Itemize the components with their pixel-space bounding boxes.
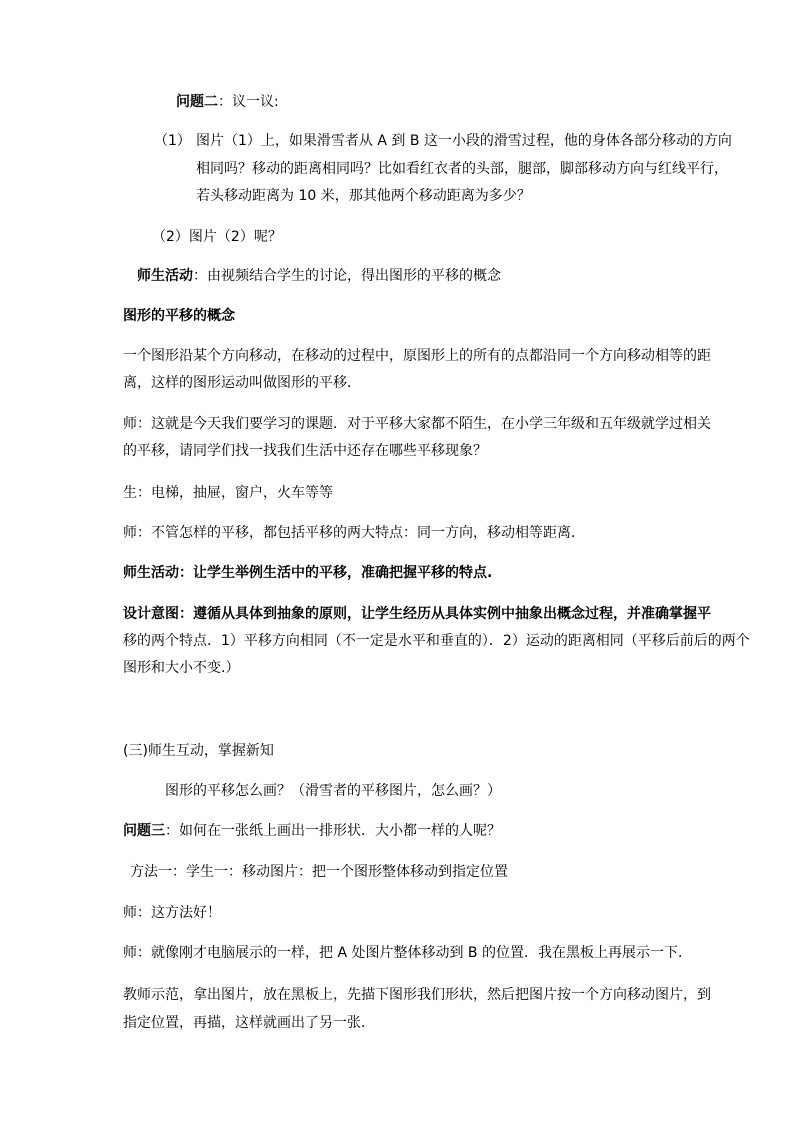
activity-one-label: 师生活动 bbox=[137, 268, 193, 284]
teacher-line-2: 师：不管怎样的平移，都包括平移的两大特点：同一方向，移动相等距离． bbox=[123, 525, 585, 541]
item-two: （2）图片（2）呢？ bbox=[152, 229, 282, 245]
item-one-number: （1） bbox=[154, 133, 191, 149]
teacher-line-3: 师：这方法好！ bbox=[123, 905, 221, 921]
design-label: 设计意图 bbox=[123, 606, 179, 622]
design-line-2: 移的两个特点．1）平移方向相同（不一定是水平和垂直的）．2）运动的距离相同（平移后前后的两个 bbox=[123, 633, 750, 649]
activity-two bbox=[123, 563, 492, 583]
section-three-question: 图形的平移怎么画？（滑雪者的平移图片，怎么画？） bbox=[165, 783, 501, 799]
teacher-line-1b: 的平移，请同学们找一找我们生活中还存在哪些平移现象？ bbox=[123, 443, 487, 459]
question-two-label: 问题二 bbox=[176, 94, 218, 110]
section-three-heading: (三)师生互动，掌握新知 bbox=[123, 743, 274, 759]
item-one-line-2: 相同吗？移动的距离相同吗？比如看红衣者的头部，腿部，脚部移动方向与红线平行， bbox=[196, 161, 728, 177]
question-three-label: 问题三 bbox=[123, 823, 165, 839]
teacher-line-4: 师：就像刚才电脑展示的一样，把 A 处图片整体移动到 B 的位置．我在黑板上再展示一下． bbox=[123, 945, 692, 961]
teacher-line-1a: 师：这就是今天我们要学习的课题．对于平移大家都不陌生，在小学三年级和五年级就学过相关 bbox=[123, 416, 711, 432]
question-three bbox=[123, 821, 501, 841]
concept-heading: 图形的平移的概念 bbox=[123, 308, 235, 324]
activity-one-text: ：由视频结合学生的讨论，得出图形的平移的概念 bbox=[193, 268, 501, 284]
activity-two-label: 师生活动 bbox=[123, 565, 179, 581]
concept-line-1: 一个图形沿某个方向移动，在移动的过程中，原图形上的所有的点都沿同一个方向移动相等的距 bbox=[123, 348, 711, 364]
concept-line-2: 离，这样的图形运动叫做图形的平移． bbox=[123, 375, 361, 391]
activity-two-text: ：让学生举例生活中的平移，准确把握平移的特点. bbox=[179, 565, 493, 581]
method-one: 方法一：学生一：移动图片：把一个图形整体移动到指定位置 bbox=[130, 864, 508, 880]
design-line-1-rest: ：遵循从具体到抽象的原则，让学生经历从具体实例中抽象出概念过程，并准确掌握平 bbox=[179, 606, 711, 622]
question-three-text: ：如何在一张纸上画出一排形状．大小都一样的人呢？ bbox=[165, 823, 501, 839]
item-one-line-3: 若头移动距离为 10 米，那其他两个移动距离为多少？ bbox=[196, 188, 531, 204]
question-two bbox=[176, 92, 279, 112]
design-line-1 bbox=[123, 604, 711, 624]
student-answer: 生：电梯，抽屉，窗户，火车等等 bbox=[123, 485, 333, 501]
question-two-rest: ：议一议: bbox=[218, 94, 279, 110]
activity-one bbox=[137, 266, 501, 286]
demo-line-1: 教师示范，拿出图片，放在黑板上，先描下图形我们形状，然后把图片按一个方向移动图片，到 bbox=[123, 987, 711, 1003]
demo-line-2: 指定位置，再描，这样就画出了另一张． bbox=[123, 1015, 375, 1031]
item-one-line-1: 图片（1）上，如果滑雪者从 A 到 B 这一小段的滑雪过程，他的身体各部分移动的方向 bbox=[196, 133, 732, 149]
design-line-3: 图形和大小不变.） bbox=[123, 660, 240, 676]
